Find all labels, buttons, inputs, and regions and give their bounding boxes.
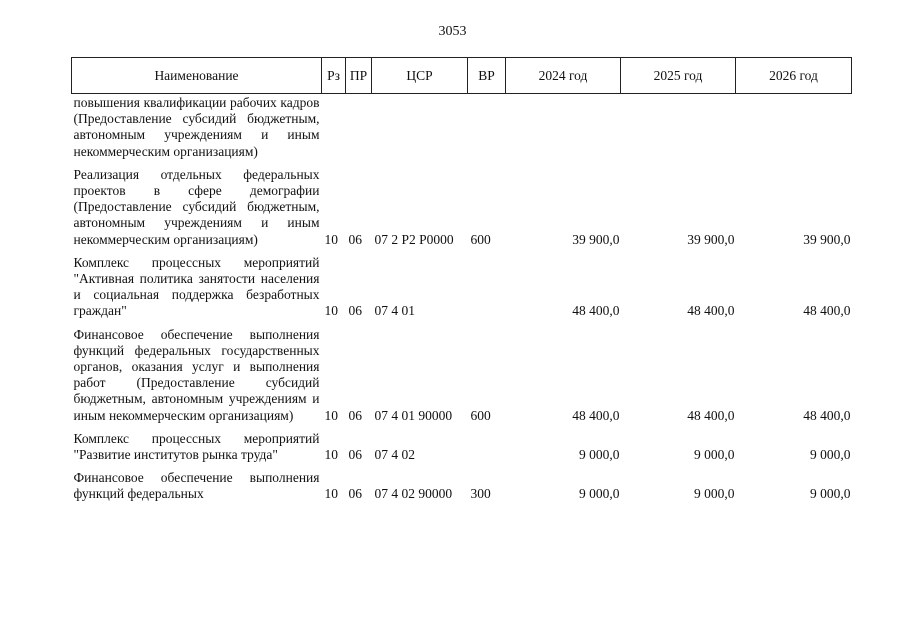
row-rz: 10 xyxy=(324,447,338,463)
row-csr xyxy=(372,94,468,167)
table-row xyxy=(72,167,852,255)
row-2024: 9 000,0 xyxy=(579,486,620,502)
row-rz: 10 xyxy=(324,231,338,247)
row-vr: 600 xyxy=(470,407,491,423)
table-row xyxy=(72,470,852,502)
row-2024: 48 400,0 xyxy=(572,407,620,423)
row-csr: 07 4 01 90000 xyxy=(374,407,453,423)
row-2025: 9 000,0 xyxy=(694,447,735,463)
header-2024: 2024 год xyxy=(506,58,621,94)
row-name: Финансовое обеспечение выполнения функций федеральных xyxy=(73,470,320,502)
row-pr: 06 xyxy=(348,303,362,319)
row-rz: 10 xyxy=(324,303,338,319)
row-name: повышения квалификации рабочих кадров (Предоставление субсидий бюджетным, автономным учреждениям и иным некоммерческим организациям) xyxy=(73,95,320,159)
row-name: Комплекс процессных мероприятий "Активная политика занятости населения и социальная поддержка безработных граждан" xyxy=(73,254,320,319)
row-vr xyxy=(468,431,506,470)
row-2026: 9 000,0 xyxy=(810,486,851,502)
row-vr: 300 xyxy=(470,486,491,502)
row-name: Комплекс процессных мероприятий "Развитие институтов рынка труда" xyxy=(73,430,320,463)
row-2026: 39 900,0 xyxy=(803,231,851,247)
row-2025: 48 400,0 xyxy=(687,303,735,319)
header-name: Наименование xyxy=(72,58,322,94)
header-vr: ВР xyxy=(468,58,506,94)
row-2024: 48 400,0 xyxy=(572,303,620,319)
table-row xyxy=(72,431,852,470)
row-pr: 06 xyxy=(348,231,362,247)
row-2025: 9 000,0 xyxy=(694,486,735,502)
row-name: Реализация отдельных федеральных проектов в сфере демографии (Предоставление субсидий бюджетным, автономным учреждениям и иным некоммерческим организациям) xyxy=(73,166,320,247)
row-vr: 600 xyxy=(470,231,491,247)
row-csr: 07 4 02 xyxy=(374,447,415,463)
row-pr xyxy=(346,94,372,167)
page-number: 3053 xyxy=(438,24,467,39)
row-2025: 39 900,0 xyxy=(687,231,735,247)
row-pr: 06 xyxy=(348,447,362,463)
row-name: Финансовое обеспечение выполнения функций федеральных государственных органов, оказания услуг и выполнения работ (Предоставление субсидий бюджетным, автономным учреждениям и иным некоммерческим организациям) xyxy=(73,326,320,423)
table-header xyxy=(72,58,852,94)
row-2026 xyxy=(736,94,852,167)
header-rz: Рз xyxy=(322,58,346,94)
table-row xyxy=(72,94,852,167)
row-pr: 06 xyxy=(348,407,362,423)
header-2026: 2026 год xyxy=(736,58,852,94)
row-2026: 48 400,0 xyxy=(803,303,851,319)
table-row xyxy=(72,327,852,431)
table-body xyxy=(72,94,852,503)
row-rz xyxy=(322,94,346,167)
row-csr: 07 4 02 90000 xyxy=(374,486,453,502)
header-2025: 2025 год xyxy=(621,58,736,94)
row-2025: 48 400,0 xyxy=(687,407,735,423)
row-2024: 39 900,0 xyxy=(572,231,620,247)
table-row xyxy=(72,255,852,327)
row-csr: 07 4 01 xyxy=(374,303,415,319)
row-2026: 9 000,0 xyxy=(810,447,851,463)
header-csr: ЦСР xyxy=(372,58,468,94)
row-pr: 06 xyxy=(348,486,362,502)
row-2024 xyxy=(506,94,621,167)
row-csr: 07 2 Р2 Р0000 xyxy=(374,231,454,247)
row-2025 xyxy=(621,94,736,167)
header-pr: ПР xyxy=(346,58,372,94)
row-vr xyxy=(468,94,506,167)
row-rz: 10 xyxy=(324,486,338,502)
row-2024: 9 000,0 xyxy=(579,447,620,463)
row-2026: 48 400,0 xyxy=(803,407,851,423)
row-vr xyxy=(468,255,506,327)
row-rz: 10 xyxy=(324,407,338,423)
budget-table xyxy=(71,57,852,503)
